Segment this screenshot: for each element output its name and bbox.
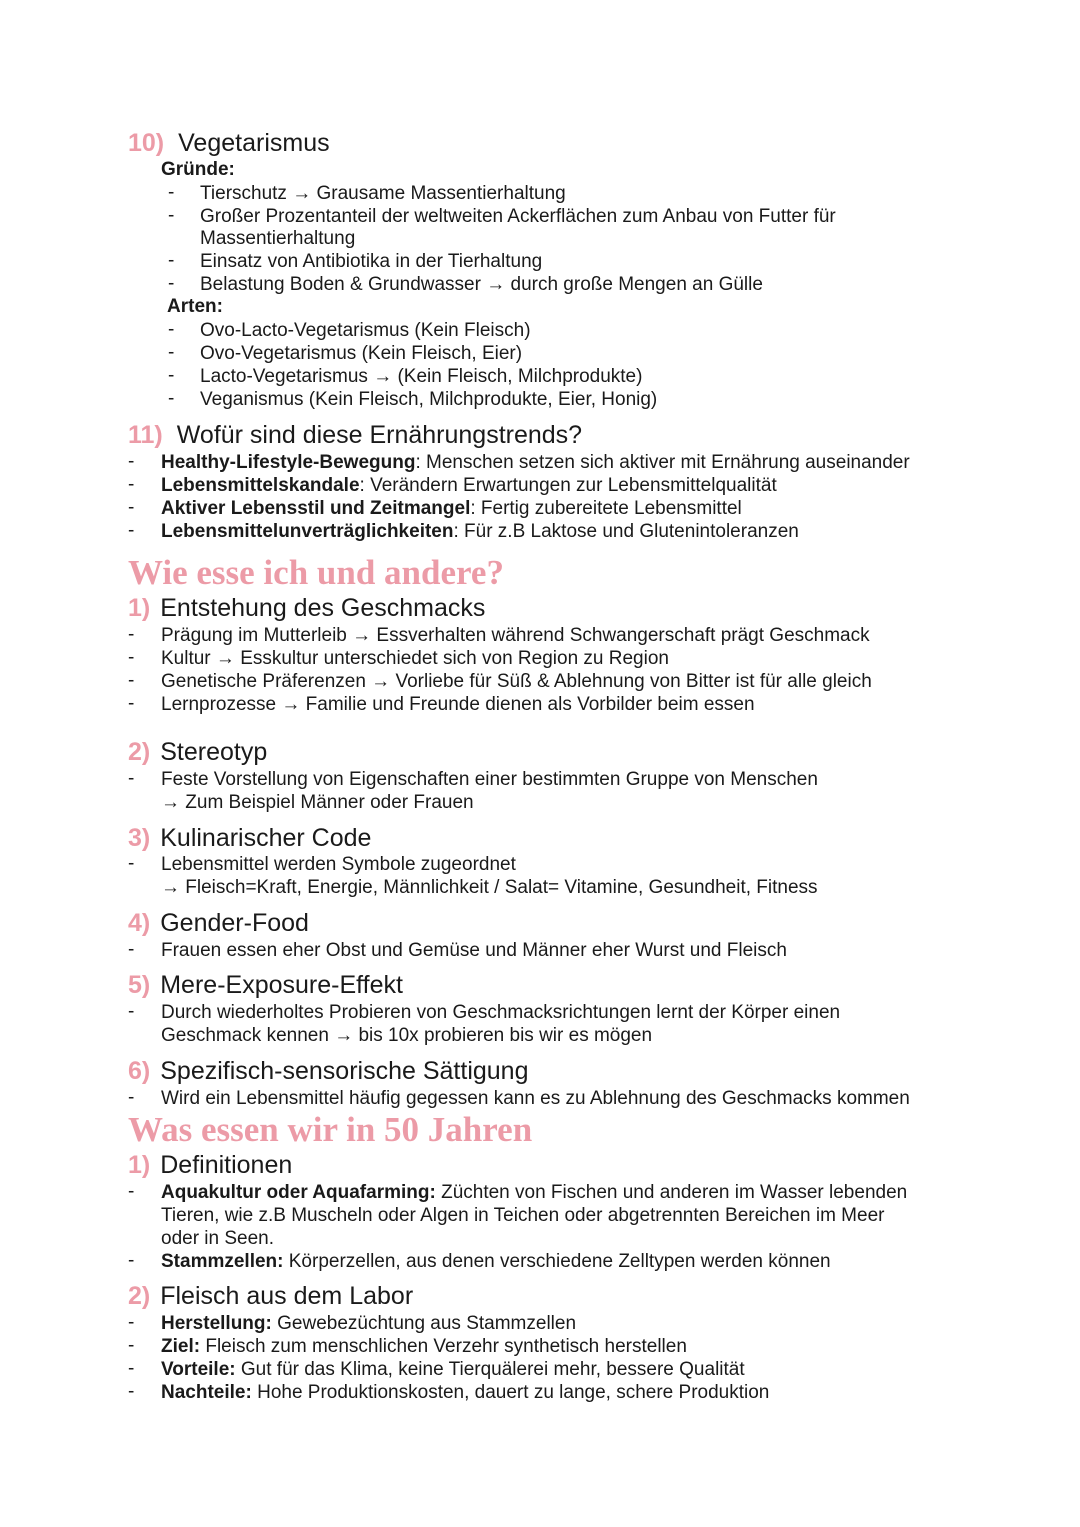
heading-text: Vegetarismus <box>178 129 330 157</box>
heading-definitionen <box>128 1151 292 1180</box>
heading-vegetarismus <box>128 129 330 158</box>
heading-entstehung <box>128 594 485 623</box>
list-item-continuation: → Fleisch=Kraft, Energie, Männlichkeit / Salat= Vitamine, Gesundheit, Fitness <box>161 877 818 898</box>
bullet-dash: - <box>128 451 135 472</box>
heading-number: 6) <box>128 1057 151 1085</box>
title-wie-esse-ich: Wie esse ich und andere? <box>128 553 504 592</box>
term: Ziel: <box>161 1336 201 1357</box>
list-item <box>161 520 799 543</box>
list-item: Feste Vorstellung von Eigenschaften einer bestimmten Gruppe von Menschen <box>161 769 818 790</box>
bullet-dash: - <box>128 647 135 668</box>
heading-text: Mere-Exposure-Effekt <box>160 971 403 999</box>
bullet-dash: - <box>128 693 135 714</box>
heading-text: Wofür sind diese Ernährungstrends? <box>176 421 583 449</box>
list-item: Belastung Boden & Grundwasser → durch große Mengen an Gülle <box>200 274 763 295</box>
heading-text: Entstehung des Geschmacks <box>160 594 486 622</box>
heading-text: Spezifisch-sensorische Sättigung <box>160 1057 529 1085</box>
heading-text: Fleisch aus dem Labor <box>160 1282 414 1310</box>
definition: Fleisch zum menschlichen Verzehr synthetisch herstellen <box>200 1336 687 1357</box>
term: Aquakultur oder Aquafarming: <box>161 1182 436 1203</box>
term: Nachteile: <box>161 1382 252 1403</box>
bullet-dash: - <box>128 624 135 645</box>
list-item: Ovo-Lacto-Vegetarismus (Kein Fleisch) <box>200 320 531 341</box>
heading-kulinarischer-code <box>128 824 371 853</box>
bullet-dash: - <box>168 250 175 271</box>
list-item <box>161 451 910 474</box>
heading-mere-exposure <box>128 971 403 1000</box>
definition: Körperzellen, aus denen verschiedene Zelltypen werden können <box>283 1251 831 1272</box>
list-item: Veganismus (Kein Fleisch, Milchprodukte, Eier, Honig) <box>200 389 658 410</box>
list-item: Genetische Präferenzen → Vorliebe für Süß & Ablehnung von Bitter ist für alle gleich <box>161 671 872 692</box>
bullet-dash: - <box>168 182 175 203</box>
list-item: Kultur → Esskultur unterschiedet sich von Region zu Region <box>161 648 669 669</box>
bullet-dash: - <box>128 1358 135 1379</box>
list-item <box>161 1381 769 1404</box>
definition: : Verändern Erwartungen zur Lebensmittelqualität <box>359 475 777 496</box>
subheading-gruende: Gründe: <box>161 159 235 180</box>
definition: : Menschen setzen sich aktiver mit Ernährung auseinander <box>415 452 910 473</box>
heading-number: 5) <box>128 971 151 999</box>
bullet-dash: - <box>128 1250 135 1271</box>
bullet-dash: - <box>128 1181 135 1202</box>
heading-number: 3) <box>128 824 151 852</box>
list-item-continuation: Massentierhaltung <box>200 228 356 249</box>
heading-text: Stereotyp <box>160 738 268 766</box>
term: Vorteile: <box>161 1359 236 1380</box>
bullet-dash: - <box>128 670 135 691</box>
bullet-dash: - <box>168 342 175 363</box>
list-item: Lacto-Vegetarismus → (Kein Fleisch, Milchprodukte) <box>200 366 643 387</box>
bullet-dash: - <box>128 520 135 541</box>
subheading-arten: Arten: <box>167 296 223 317</box>
term: Healthy-Lifestyle-Bewegung <box>161 452 416 473</box>
heading-text: Definitionen <box>160 1151 293 1179</box>
list-item <box>161 1358 745 1381</box>
heading-stereotyp <box>128 738 267 767</box>
bullet-dash: - <box>128 1001 135 1022</box>
list-item-continuation: oder in Seen. <box>161 1228 275 1249</box>
heading-fleisch-labor <box>128 1282 413 1311</box>
list-item: Lebensmittel werden Symbole zugeordnet <box>161 854 516 875</box>
definition: : Für z.B Laktose und Glutenintoleranzen <box>453 521 799 542</box>
list-item: Durch wiederholtes Probieren von Geschmacksrichtungen lernt der Körper einen <box>161 1002 841 1023</box>
bullet-dash: - <box>128 1312 135 1333</box>
list-item-continuation: Geschmack kennen → bis 10x probieren bis wir es mögen <box>161 1025 653 1046</box>
heading-number: 11) <box>128 421 163 449</box>
heading-number: 1) <box>128 594 151 622</box>
bullet-dash: - <box>168 365 175 386</box>
bullet-dash: - <box>168 319 175 340</box>
list-item <box>161 497 742 520</box>
list-item <box>161 474 777 497</box>
bullet-dash: - <box>128 497 135 518</box>
bullet-dash: - <box>128 1335 135 1356</box>
list-item: Wird ein Lebensmittel häufig gegessen kann es zu Ablehnung des Geschmacks kommen <box>161 1088 910 1109</box>
list-item: Lernprozesse → Familie und Freunde dienen als Vorbilder beim essen <box>161 694 755 715</box>
heading-number: 10) <box>128 129 165 157</box>
definition: : Fertig zubereitete Lebensmittel <box>470 498 742 519</box>
list-item <box>161 1335 687 1358</box>
list-item: Großer Prozentanteil der weltweiten Ackerflächen zum Anbau von Futter für <box>200 206 836 227</box>
list-item <box>161 1250 831 1273</box>
definition: Gewebezüchtung aus Stammzellen <box>271 1313 577 1334</box>
term: Lebensmittelunverträglichkeiten <box>161 521 454 542</box>
bullet-dash: - <box>128 1087 135 1108</box>
list-item: Ovo-Vegetarismus (Kein Fleisch, Eier) <box>200 343 523 364</box>
definition: Gut für das Klima, keine Tierquälerei mehr, bessere Qualität <box>235 1359 745 1380</box>
list-item: Prägung im Mutterleib → Essverhalten während Schwangerschaft prägt Geschmack <box>161 625 870 646</box>
heading-ernaehrungstrends <box>128 421 582 450</box>
list-item: Tierschutz → Grausame Massentierhaltung <box>200 183 566 204</box>
heading-gender-food <box>128 909 309 938</box>
bullet-dash: - <box>168 388 175 409</box>
bullet-dash: - <box>168 273 175 294</box>
term: Herstellung: <box>161 1313 272 1334</box>
bullet-dash: - <box>128 939 135 960</box>
bullet-dash: - <box>128 853 135 874</box>
heading-number: 4) <box>128 909 151 937</box>
term: Aktiver Lebensstil und Zeitmangel <box>161 498 471 519</box>
bullet-dash: - <box>168 205 175 226</box>
list-item-continuation: Tieren, wie z.B Muscheln oder Algen in Teichen oder abgetrennten Bereichen im Meer <box>161 1205 885 1226</box>
bullet-dash: - <box>128 474 135 495</box>
heading-number: 2) <box>128 1282 151 1310</box>
definition: Hohe Produktionskosten, dauert zu lange, schere Produktion <box>251 1382 770 1403</box>
title-was-essen-wir: Was essen wir in 50 Jahren <box>128 1110 533 1149</box>
term: Stammzellen: <box>161 1251 284 1272</box>
list-item: Frauen essen eher Obst und Gemüse und Männer eher Wurst und Fleisch <box>161 940 787 961</box>
list-item <box>161 1181 907 1204</box>
heading-number: 2) <box>128 738 151 766</box>
list-item <box>161 1312 576 1335</box>
list-item: Einsatz von Antibiotika in der Tierhaltung <box>200 251 543 272</box>
bullet-dash: - <box>128 1381 135 1402</box>
heading-saettigung <box>128 1057 528 1086</box>
heading-text: Gender-Food <box>160 909 309 937</box>
bullet-dash: - <box>128 768 135 789</box>
term: Lebensmittelskandale <box>161 475 360 496</box>
definition: Züchten von Fischen und anderen im Wasser lebenden <box>435 1182 908 1203</box>
heading-text: Kulinarischer Code <box>160 824 372 852</box>
list-item-continuation: → Zum Beispiel Männer oder Frauen <box>161 792 474 813</box>
heading-number: 1) <box>128 1151 151 1179</box>
